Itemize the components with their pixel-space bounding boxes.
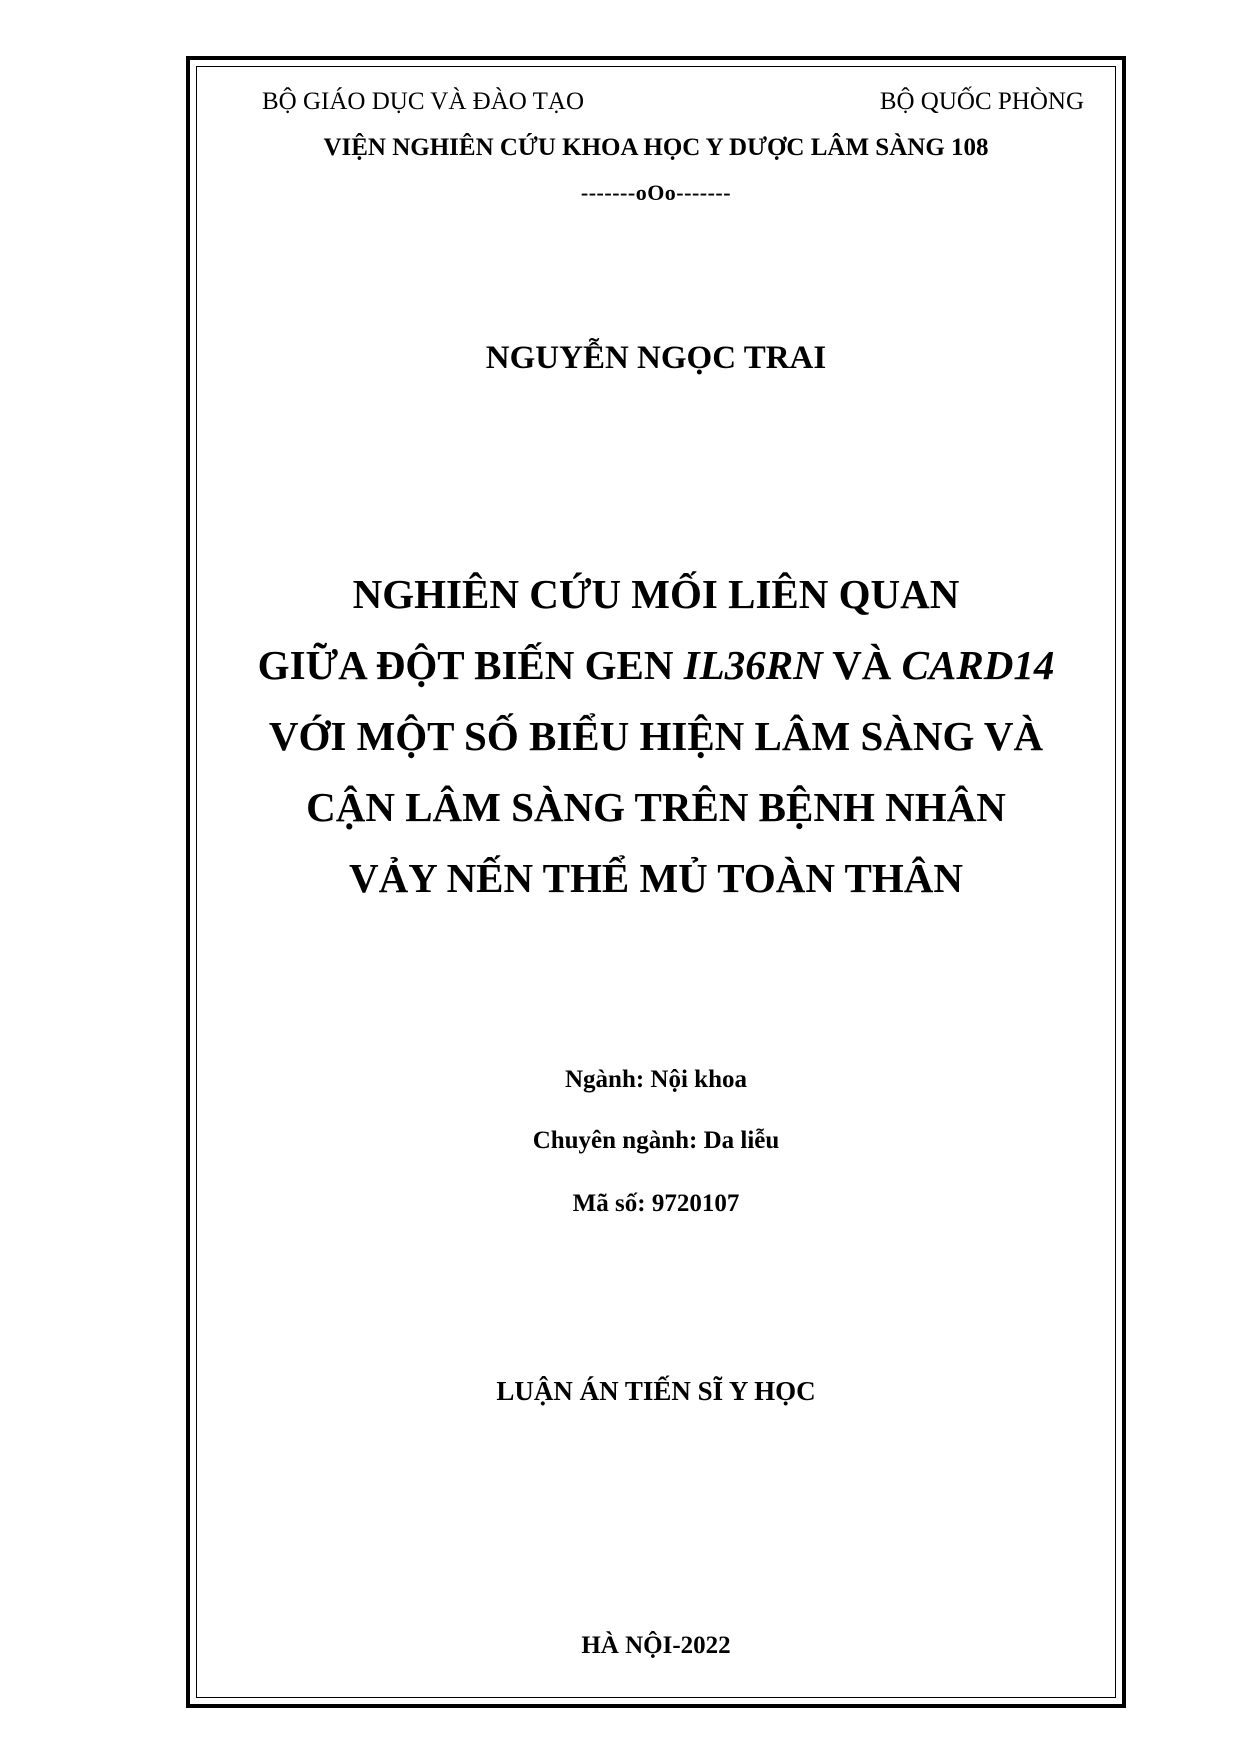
gene-name-card14: CARD14 <box>901 642 1055 688</box>
specialty-field: Chuyên ngành: Da liễu <box>532 1127 780 1154</box>
thesis-title-line-4: CẬN LÂM SÀNG TRÊN BỆNH NHÂN <box>306 784 1006 830</box>
gene-name-il36rn: IL36RN <box>683 642 823 688</box>
title-line-2-conjunction: VÀ <box>822 642 902 688</box>
thesis-title-line-3: VỚI MỘT SỐ BIỂU HIỆN LÂM SÀNG VÀ <box>268 713 1044 759</box>
thesis-title-line-5: VẢY NẾN THỂ MỦ TOÀN THÂN <box>349 855 963 901</box>
ministry-defense: BỘ QUỐC PHÒNG <box>879 88 1084 115</box>
major-field: Ngành: Nội khoa <box>565 1066 747 1093</box>
thesis-title-line-1: NGHIÊN CỨU MỐI LIÊN QUAN <box>352 571 960 617</box>
degree-type: LUẬN ÁN TIẾN SĨ Y HỌC <box>496 1376 816 1406</box>
ministry-education: BỘ GIÁO DỤC VÀ ĐÀO TẠO <box>262 88 584 115</box>
author-name: NGUYỄN NGỌC TRAI <box>485 340 827 376</box>
thesis-title-line-2 <box>196 642 1116 688</box>
institute-name: VIỆN NGHIÊN CỨU KHOA HỌC Y DƯỢC LÂM SÀNG 108 <box>323 134 989 161</box>
place-and-year: HÀ NỘI-2022 <box>581 1632 731 1659</box>
program-code: Mã số: 9720107 <box>572 1190 740 1217</box>
ornament-divider: -------oOo------- <box>580 180 732 205</box>
title-line-2-prefix: GIỮA ĐỘT BIẾN GEN <box>257 642 684 688</box>
